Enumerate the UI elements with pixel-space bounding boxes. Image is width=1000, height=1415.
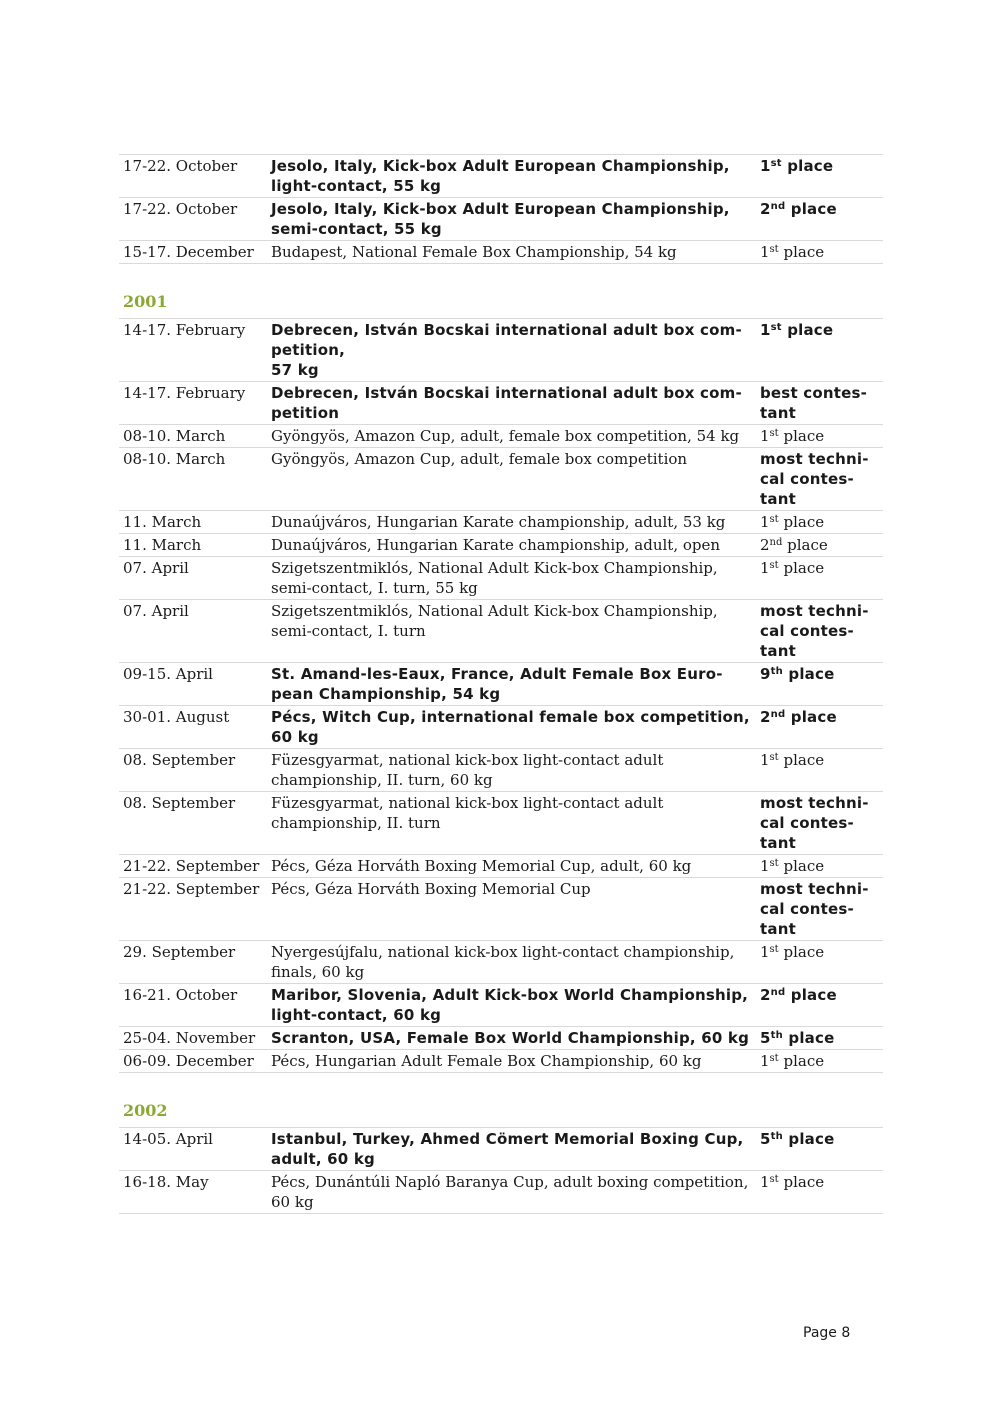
result-row	[119, 198, 883, 241]
place-label: place	[785, 708, 837, 726]
result-place	[756, 319, 883, 382]
place-value: 1	[760, 321, 771, 339]
place-label: place	[778, 857, 825, 875]
place-value: 1	[760, 857, 770, 875]
place-value: most techni-cal contes-tant	[760, 450, 869, 508]
result-place	[756, 984, 883, 1027]
result-place	[756, 534, 883, 557]
result-row	[119, 984, 883, 1027]
place-ordinal-suffix: st	[769, 514, 779, 525]
results-table	[119, 1127, 883, 1214]
result-row	[119, 706, 883, 749]
result-place	[756, 1050, 883, 1073]
place-ordinal-suffix: st	[769, 752, 779, 763]
year-heading: 2001	[123, 292, 168, 311]
result-place	[756, 878, 883, 941]
place-label: place	[781, 157, 834, 175]
place-ordinal-suffix: st	[769, 428, 779, 439]
place-label: place	[778, 1173, 825, 1191]
result-date: 16-18. May	[123, 1173, 209, 1191]
place-ordinal-suffix: st	[770, 158, 782, 169]
result-date: 11. March	[123, 536, 202, 554]
page-number: Page 8	[803, 1325, 851, 1341]
place-ordinal-suffix: th	[770, 1030, 783, 1041]
result-row	[119, 941, 883, 984]
result-row	[119, 878, 883, 941]
place-label: place	[782, 1130, 835, 1148]
place-ordinal-suffix: st	[769, 244, 779, 255]
place-label: place	[778, 751, 825, 769]
result-date: 16-21. October	[123, 986, 238, 1004]
result-row	[119, 534, 883, 557]
place-value: 1	[760, 1052, 770, 1070]
result-date: 08. September	[123, 794, 236, 812]
place-value: 5	[760, 1130, 771, 1148]
place-ordinal-suffix: th	[770, 666, 783, 677]
place-value: 9	[760, 665, 771, 683]
result-event: Füzesgyarmat, national kick-box light-contact adult championship, II. turn, 60 kg	[271, 751, 664, 789]
result-place	[756, 511, 883, 534]
place-value: 1	[760, 751, 770, 769]
result-date: 14-17. February	[123, 321, 246, 339]
result-row	[119, 749, 883, 792]
result-place	[756, 448, 883, 511]
result-event: St. Amand-les-Eaux, France, Adult Female Box Euro-pean Championship, 54 kg	[271, 665, 723, 703]
result-row	[119, 663, 883, 706]
place-label: place	[778, 427, 825, 445]
result-place	[756, 1171, 883, 1214]
result-place	[756, 1027, 883, 1050]
result-row	[119, 600, 883, 663]
result-place	[756, 382, 883, 425]
result-date: 17-22. October	[123, 200, 238, 218]
result-event: Gyöngyös, Amazon Cup, adult, female box competition	[271, 450, 688, 468]
result-row	[119, 792, 883, 855]
place-ordinal-suffix: st	[769, 858, 779, 869]
result-event: Pécs, Géza Horváth Boxing Memorial Cup	[271, 880, 591, 898]
results-table	[119, 154, 883, 264]
result-date: 21-22. September	[123, 880, 260, 898]
result-date: 14-05. April	[123, 1130, 213, 1148]
result-place	[756, 663, 883, 706]
result-row	[119, 1050, 883, 1073]
result-place	[756, 557, 883, 600]
result-place	[756, 600, 883, 663]
result-event: Szigetszentmiklós, National Adult Kick-box Championship, semi-contact, I. turn	[271, 602, 718, 640]
result-date: 07. April	[123, 559, 189, 577]
place-label: place	[778, 943, 825, 961]
place-label: place	[782, 536, 828, 554]
result-place	[756, 941, 883, 984]
results-list	[119, 154, 881, 1214]
result-row	[119, 155, 883, 198]
year-heading: 2002	[123, 1101, 168, 1120]
place-value: most techni-cal contes-tant	[760, 880, 869, 938]
result-row	[119, 382, 883, 425]
results-table	[119, 318, 883, 1073]
result-date: 08. September	[123, 751, 236, 769]
place-value: 2	[760, 986, 771, 1004]
place-ordinal-suffix: nd	[770, 987, 786, 998]
result-row	[119, 855, 883, 878]
result-row	[119, 1027, 883, 1050]
result-date: 08-10. March	[123, 450, 226, 468]
result-date: 11. March	[123, 513, 202, 531]
place-label: place	[785, 200, 837, 218]
result-event: Pécs, Dunántúli Napló Baranya Cup, adult boxing competition, 60 kg	[271, 1173, 749, 1211]
place-label: place	[782, 1029, 835, 1047]
place-label: place	[778, 243, 825, 261]
place-label: place	[781, 321, 834, 339]
place-ordinal-suffix: st	[769, 1174, 779, 1185]
place-label: place	[785, 986, 837, 1004]
result-event: Gyöngyös, Amazon Cup, adult, female box competition, 54 kg	[271, 427, 740, 445]
result-event: Istanbul, Turkey, Ahmed Cömert Memorial Boxing Cup, adult, 60 kg	[271, 1130, 744, 1168]
place-ordinal-suffix: st	[769, 560, 779, 571]
result-date: 08-10. March	[123, 427, 226, 445]
place-value: 1	[760, 427, 770, 445]
place-value: 1	[760, 157, 771, 175]
result-place	[756, 855, 883, 878]
result-date: 17-22. October	[123, 157, 238, 175]
result-event: Debrecen, István Bocskai international adult box com-petition, 57 kg	[271, 321, 742, 379]
place-value: 1	[760, 559, 770, 577]
place-value: 1	[760, 243, 770, 261]
result-row	[119, 1171, 883, 1214]
place-value: 2	[760, 536, 770, 554]
result-event: Debrecen, István Bocskai international adult box com-petition	[271, 384, 742, 422]
place-value: 5	[760, 1029, 771, 1047]
result-date: 29. September	[123, 943, 236, 961]
place-ordinal-suffix: nd	[770, 201, 786, 212]
place-value: 1	[760, 943, 770, 961]
result-row	[119, 319, 883, 382]
result-event: Maribor, Slovenia, Adult Kick-box World Championship, light-contact, 60 kg	[271, 986, 749, 1024]
place-ordinal-suffix: st	[769, 1053, 779, 1064]
result-place	[756, 706, 883, 749]
result-event: Pécs, Géza Horváth Boxing Memorial Cup, adult, 60 kg	[271, 857, 692, 875]
result-row	[119, 425, 883, 448]
result-event: Szigetszentmiklós, National Adult Kick-box Championship, semi-contact, I. turn, 55 kg	[271, 559, 718, 597]
result-date: 07. April	[123, 602, 189, 620]
place-ordinal-suffix: st	[769, 944, 779, 955]
place-value: most techni-cal contes-tant	[760, 794, 869, 852]
place-ordinal-suffix: th	[770, 1131, 783, 1142]
result-place	[756, 425, 883, 448]
result-place	[756, 792, 883, 855]
place-value: 1	[760, 1173, 770, 1191]
result-place	[756, 198, 883, 241]
result-row	[119, 557, 883, 600]
place-ordinal-suffix: nd	[770, 709, 786, 720]
place-ordinal-suffix: st	[770, 322, 782, 333]
result-date: 25-04. November	[123, 1029, 256, 1047]
result-date: 15-17. December	[123, 243, 254, 261]
place-label: place	[778, 1052, 825, 1070]
result-event: Nyergesújfalu, national kick-box light-contact championship, finals, 60 kg	[271, 943, 735, 981]
result-place	[756, 749, 883, 792]
place-label: place	[778, 559, 825, 577]
place-label: place	[778, 513, 825, 531]
result-event: Budapest, National Female Box Championship, 54 kg	[271, 243, 677, 261]
result-row	[119, 1128, 883, 1171]
result-date: 14-17. February	[123, 384, 246, 402]
place-value: 2	[760, 708, 771, 726]
result-event: Pécs, Witch Cup, international female box competition, 60 kg	[271, 708, 750, 746]
result-event: Scranton, USA, Female Box World Championship, 60 kg	[271, 1029, 750, 1047]
place-value: best contes-tant	[760, 384, 868, 422]
result-place	[756, 155, 883, 198]
place-value: 1	[760, 513, 770, 531]
place-ordinal-suffix: nd	[769, 537, 783, 548]
result-date: 09-15. April	[123, 665, 213, 683]
result-event: Füzesgyarmat, national kick-box light-contact adult championship, II. turn	[271, 794, 664, 832]
result-date: 30-01. August	[123, 708, 230, 726]
place-label: place	[782, 665, 835, 683]
result-row	[119, 511, 883, 534]
place-value: 2	[760, 200, 771, 218]
result-event: Dunaújváros, Hungarian Karate championship, adult, 53 kg	[271, 513, 726, 531]
place-value: most techni-cal contes-tant	[760, 602, 869, 660]
result-date: 21-22. September	[123, 857, 260, 875]
result-event: Dunaújváros, Hungarian Karate championship, adult, open	[271, 536, 721, 554]
result-event: Jesolo, Italy, Kick-box Adult European Championship, semi-contact, 55 kg	[271, 200, 730, 238]
result-date: 06-09. December	[123, 1052, 254, 1070]
result-place	[756, 1128, 883, 1171]
result-row	[119, 241, 883, 264]
result-row	[119, 448, 883, 511]
result-event: Jesolo, Italy, Kick-box Adult European Championship, light-contact, 55 kg	[271, 157, 730, 195]
result-event: Pécs, Hungarian Adult Female Box Championship, 60 kg	[271, 1052, 702, 1070]
result-place	[756, 241, 883, 264]
